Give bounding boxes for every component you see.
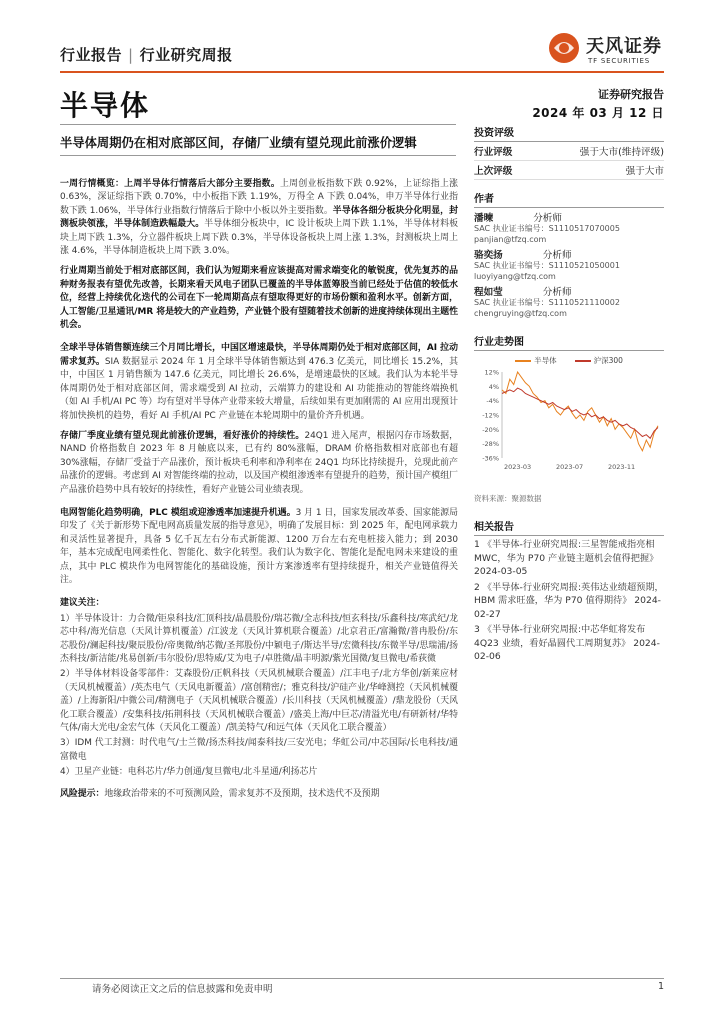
p5-text: 3 月 1 日，国家发展改革委、国家能源局印发了《关于新形势下配电网高质量发展的指导意见》，明确了发展目标：到 2025 年，配电网承载力和灵活性显著提升，具备 5 亿千瓦左右分布式新能源、1200 万台左右充电桩接入能力；到 2030 年，基本完成配电网柔性化、智能化、数字化转型。我们认为数字化、智能化是配电网未来建设的重点，其中 PLC 模块作为电网智能化的基础设施，预计方案渗透率有望持续提升，相关产业链值得关注。: [60, 507, 458, 585]
paragraph-global-sales: [60, 342, 458, 422]
suggestion-idm: 3）IDM 代工封测：时代电气/士兰微/扬杰科技/闻泰科技/三安光电；华虹公司/中芯国际/长电科技/通富微电: [60, 738, 458, 762]
p3-bold: 全球半导体销售额连续三个月同比增长，中国区增速最快，半导体周期仍处于相对底部区间，AI 拉动需求复苏。: [60, 343, 458, 367]
author-sac: SAC 执业证书编号：S1110521050001: [474, 261, 620, 270]
rating-title: 投资评级: [474, 124, 664, 142]
x-tick-label: 2023-11: [608, 463, 636, 471]
prev-rating-value: 强于大市: [625, 166, 664, 177]
series-line-semiconductor: [502, 372, 658, 451]
trend-title: 行业走势图: [474, 333, 664, 351]
p1-bold2: 半导体各细分板块分化明显，封测板块领涨，半导体制造跌幅最大。: [60, 205, 459, 230]
legend-swatch: [515, 360, 531, 362]
suggestions-title: 建议关注：: [60, 598, 105, 609]
author-block: [474, 247, 664, 282]
x-tick-label: 2023-03: [504, 463, 532, 471]
p1-text2: 半导体细分板块中，IC 设计板块上周下跌 1.1%，半导体材料板块上周下跌 1.3%，分立器件板块上周下跌 0.3%，半导体设备板块上周上涨 1.3%，封测板块上周上涨 4.6%，半导体制造板块上周下跌 3.0%。: [60, 219, 458, 257]
footer-disclaimer[interactable]: 请务必阅读正文之后的信息披露和免责申明: [92, 984, 273, 995]
report-date: 2024 年 03 月 12 日: [532, 106, 664, 120]
related-title: 相关报告: [474, 518, 664, 536]
author-email[interactable]: panjian@tfzq.com: [474, 234, 547, 244]
headline: 半导体周期仍在相对底部区间，存储厂业绩有望兑现此前涨价逻辑: [60, 136, 417, 150]
author-block: [474, 210, 664, 245]
report-type-left: 行业报告: [60, 46, 123, 64]
y-tick-label: 12%: [484, 368, 499, 377]
author-title: 作者: [474, 190, 664, 208]
prev-rating-row: [474, 161, 664, 180]
y-tick-label: -36%: [482, 454, 499, 463]
report-type-right: 行业研究周报: [139, 46, 233, 64]
report-type: [60, 44, 233, 65]
p4-bold: 存储厂季度业绩有望兑现此前涨价逻辑，看好涨价的持续性。: [60, 430, 305, 441]
y-tick-label: -28%: [482, 440, 499, 449]
x-tick-label: 2023-07: [556, 463, 584, 471]
report-kind: 证券研究报告: [598, 88, 664, 101]
author-block: [474, 284, 664, 319]
main-body: [60, 178, 458, 808]
paragraph-cycle: [60, 265, 458, 332]
industry-rating-row: [474, 142, 664, 161]
footer-rule: [60, 978, 664, 979]
paragraph-weekly-overview: [60, 178, 458, 258]
suggestion-materials: 2）半导体材料设备零部件：艾森股份/正帆科技（天风机械联合覆盖）/江丰电子/北方华创/新莱应材（天风机械覆盖）/英杰电气（天风电新覆盖）/富创精密/；雅克科技/沪硅产业/华峰测控（天风机械覆盖）/上海新阳/中微公司/精测电子（天风机械联合覆盖）/长川科技（天风机械覆盖）/鼎龙股份（天风化工联合覆盖）/安集科技/拓荆科技（天风机械联合覆盖）/盛美上海/中巨芯/清溢光电/有研新材/华特气体/南大光电/金宏气体（天风化工覆盖）/凯美特气/和远气体（天风化工联合覆盖）: [60, 669, 458, 734]
paragraph-grid: [60, 507, 458, 587]
legend-label: 沪深300: [593, 356, 623, 365]
author-role: 分析师: [542, 250, 572, 261]
legend-item-hs300: [575, 355, 623, 366]
risk-warning: [60, 788, 458, 801]
header-rule: [60, 71, 664, 73]
page-number: 1: [657, 981, 664, 992]
page-title: 半导体: [60, 89, 151, 122]
author-role: 分析师: [542, 287, 572, 298]
trend-chart: [474, 355, 664, 475]
suggestion-design: 1）半导体设计：力合微/钜泉科技/汇顶科技/晶晨股份/瑞芯微/全志科技/恒玄科技/乐鑫科技/寒武纪/龙芯中科/海光信息（天风计算机覆盖）/江波龙（天风计算机联合覆盖）/北京君正/富瀚微/普冉股份/东芯股份/澜起科技/聚辰股份/帝奥微/纳芯微/圣邦股份/中颖电子/斯达半导/宏微科技/东微半导/思瑞浦/扬杰科技/新洁能/兆易创新/韦尔股份/思特威/艾为电子/卓胜微/晶丰明源/紫光国微/复旦微电/希荻微: [60, 613, 458, 664]
legend-label: 半导体: [534, 356, 557, 365]
y-tick-label: -12%: [482, 411, 499, 420]
industry-rating-label: 行业评级: [474, 147, 513, 158]
industry-rating-value: 强于大市(维持评级): [579, 147, 664, 158]
paragraph-storage: [60, 430, 458, 497]
author-name: 程如莹: [474, 287, 503, 298]
report-type-separator: |: [128, 46, 134, 64]
risk-text: 地缘政治带来的不可预测风险，需求复苏不及预期，技术迭代不及预期: [104, 788, 380, 799]
headline-bottom-rule: [60, 155, 456, 156]
p4-text: 24Q1 进入尾声，根据闪存市场数据，NAND 价格指数自 2023 年 8 月触底以来，已有约 80%涨幅，DRAM 价格指数相对底部也有超 30%涨幅，存储厂受益于产品涨价，预计板块毛利率和净利率在 24Q1 均环比持续提升，兑现此前产品涨价的逻辑。考虑到 AI 对智能终端的拉动，以及国产模组渗透率有望提升的趋势，预计国产模组厂产品涨价趋势中具有较好的持续性，看好产业链公司业绩表现。: [60, 430, 458, 495]
author-sac: SAC 执业证书编号：S1110517070005: [474, 224, 620, 233]
legend-swatch: [575, 360, 591, 362]
suggestion-satellite: 4）卫星产业链：电科芯片/华力创通/复旦微电/北斗星通/利扬芯片: [60, 767, 318, 778]
author-name: 骆奕扬: [474, 250, 503, 261]
related-report-item[interactable]: 1 《半导体-行业研究周报:三星智能戒指亮相 MWC，华为 P70 产业链主题机会值得把握》 2024-03-05: [474, 539, 659, 577]
author-email[interactable]: luoyiyang@tfzq.com: [474, 271, 556, 281]
p5-bold: 电网智能化趋势明确，PLC 模组或迎渗透率加速提升机遇。: [60, 507, 296, 518]
chart-legend: [474, 355, 664, 366]
author-sac: SAC 执业证书编号：S1110521110002: [474, 298, 620, 307]
legend-item-semiconductor: [515, 355, 557, 366]
headline-top-rule: [60, 124, 456, 125]
p3-text: SIA 数据显示 2024 年 1 月全球半导体销售额达到 476.3 亿美元，同比增长 15.2%，其中，中国区 1 月销售额为 147.6 亿美元，同比增长 26.6%，是增速最快的区域。我们认为本轮半导体周期仍处于相对底部区间，需求端受到 AI 拉动，云端算力的建设和 AI 功能推动的智能终端换机（如 AI 手机/AI PC 等）均有望对半导体产业带来较大增量，后续如果有更加刚需的 AI 应用出现预计将加快换机的趋势，看好 AI 手机/AI PC 产业链在本轮周期中的量价齐升机遇。: [60, 356, 458, 421]
y-tick-label: -20%: [482, 425, 499, 434]
related-report-item[interactable]: 2 《半导体-行业研究周报:英伟达业绩超预期，HBM 需求旺盛，华为 P70 值得期待》 2024-02-27: [474, 581, 664, 620]
data-source: 资料来源：聚源数据: [474, 494, 542, 503]
sidebar: [474, 124, 664, 666]
p1-text: 上周创业板指数下跌 0.92%，上证综指上涨 0.63%，深证综指下跌 0.70%，中小板指下跌 1.19%，万得全 A 下跌 0.04%，申万半导体行业指数下跌 1.06%，半导体行业指数行情落后于除中小板以外主要指数。: [60, 179, 458, 216]
y-tick-label: 4%: [488, 382, 499, 391]
p1-bold: 一周行情概览：上周半导体行情落后大部分主要指数。: [60, 179, 281, 189]
brand-name-en: TF SECURITIES: [588, 57, 650, 65]
y-tick-label: -4%: [486, 397, 499, 406]
prev-rating-label: 上次评级: [474, 166, 513, 177]
author-role: 分析师: [533, 213, 562, 224]
related-reports: [474, 538, 664, 664]
p2-bold: 行业周期当前处于相对底部区间，我们认为短期来看应该提高对需求端变化的敏锐度，优先复苏的品种财务报表有望优先改善，长期来看天风电子团队已覆盖的半导体蓝筹股当前已经处于估值的较低水位，经营上持续优化迭代的公司在下一轮周期高点有望取得更好的市场份额和盈利水平。创新方面，人工智能/卫星通讯/MR 将是较大的产业趋势，产业链个股有望随着技术创新的进度持续体现出主题性机会。: [60, 266, 458, 331]
related-report-item[interactable]: 3 《半导体-行业研究周报:中芯华虹将发布 4Q23 业绩，看好晶圆代工周期复苏》 2024-02-06: [474, 624, 660, 662]
risk-bold: 风险提示：: [60, 788, 105, 799]
brand-name: 天风证券: [586, 36, 662, 57]
author-email[interactable]: chengruying@tfzq.com: [474, 308, 567, 318]
author-name: 潘暕: [474, 213, 494, 224]
trend-chart-svg: [474, 368, 664, 472]
